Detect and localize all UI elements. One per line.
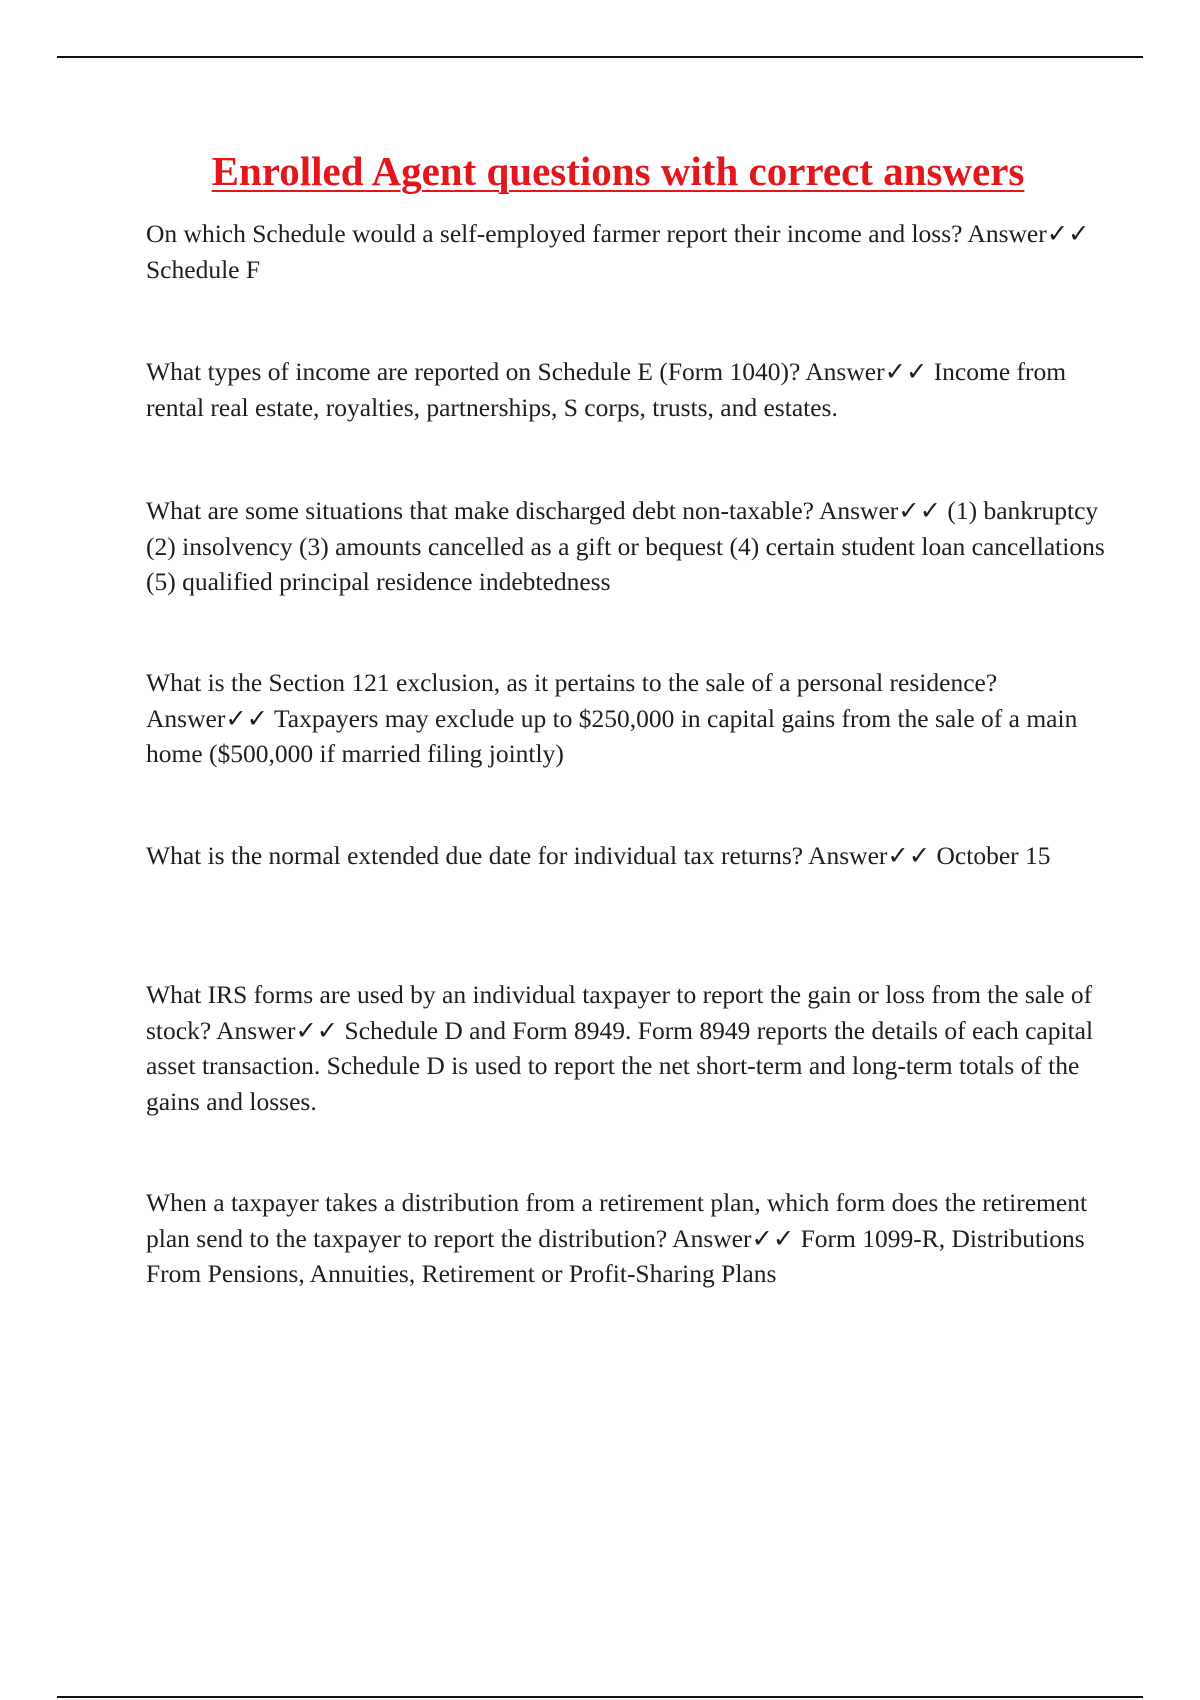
qa-item	[146, 665, 1106, 772]
qa-item	[146, 493, 1106, 600]
answer-text: Form 1099-R, Distributions From Pensions, Annuities, Retirement or Profit-Sharing Plans	[146, 1223, 1085, 1288]
answer-marker: Answer✓✓	[672, 1223, 795, 1253]
answer-marker: Answer✓✓	[818, 496, 941, 525]
answer-text: October 15	[936, 841, 1051, 870]
answer-text: (1) bankruptcy (2) insolvency (3) amounts cancelled as a gift or bequest (4) certain student loan cancellations (5) qualified principal residence indebtedness	[146, 496, 1105, 596]
question-text: What are some situations that make discharged debt non-taxable?	[146, 496, 814, 525]
qa-item	[146, 838, 1106, 874]
question-text: What IRS forms are used by an individual taxpayer to report the gain or loss from the sale of stock?	[146, 980, 1093, 1045]
answer-marker: Answer✓✓	[808, 841, 931, 870]
answer-text: Schedule D and Form 8949. Form 8949 reports the details of each capital asset transaction. Schedule D is used to report the net short-term and long-term totals of the gains and losses.	[146, 1015, 1094, 1116]
qa-item	[146, 977, 1106, 1119]
qa-item	[146, 216, 1106, 287]
question-text: When a taxpayer takes a distribution from a retirement plan, which form does the retirement plan send to the taxpayer to report the distribution?	[146, 1188, 1088, 1253]
header-rule	[57, 56, 1143, 58]
answer-text: Schedule F	[146, 254, 261, 284]
answer-text: Taxpayers may exclude up to $250,000 in capital gains from the sale of a main home ($500,000 if married filing jointly)	[146, 703, 1078, 768]
answer-marker: Answer✓✓	[805, 357, 928, 386]
qa-item	[146, 1185, 1106, 1292]
answer-marker: Answer✓✓	[216, 1015, 339, 1045]
question-text: What types of income are reported on Schedule E (Form 1040)?	[146, 357, 801, 386]
footer-rule	[57, 1696, 1143, 1698]
question-text: What is the normal extended due date for individual tax returns?	[146, 841, 804, 870]
question-text: What is the Section 121 exclusion, as it pertains to the sale of a personal residence?	[146, 668, 998, 697]
qa-item	[146, 354, 1106, 425]
document-title: Enrolled Agent questions with correct answers	[211, 148, 1025, 194]
question-text: On which Schedule would a self-employed farmer report their income and loss?	[146, 219, 963, 248]
answer-text: Income from rental real estate, royalties, partnerships, S corps, trusts, and estates.	[146, 357, 1067, 422]
answer-marker: Answer✓✓	[146, 703, 269, 733]
answer-marker: Answer✓✓	[967, 219, 1090, 248]
